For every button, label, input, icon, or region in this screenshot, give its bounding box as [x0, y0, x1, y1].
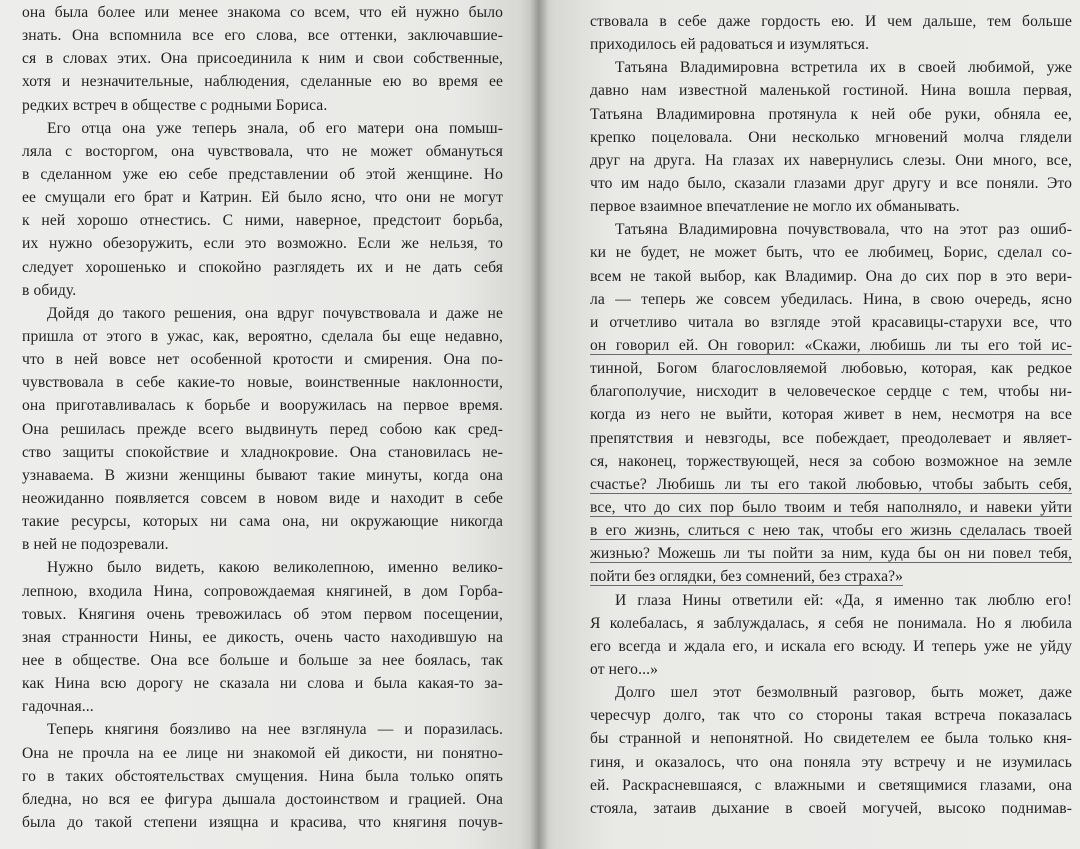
right-page — [537, 0, 1080, 849]
left-page-text-line: ляла с восторгом, она чувствовала, что не может обмануться — [22, 142, 503, 160]
right-page-text-line: когда из него не выйти, которая живет в нем, несмотря на все — [590, 406, 1072, 424]
right-page-text-line: благополучие, нисходит в человеческое сердце с тем, чтобы ни- — [590, 383, 1072, 401]
right-page-text-line: и отчетливо читала во взгляде этой красавицы-старухи все, что — [590, 313, 1072, 331]
left-page-text-line: го в таких обстоятельствах смущения. Нина была только опять — [22, 767, 503, 785]
left-page-text-line: ство защиты спокойствие и хладнокровие. Она становилась не- — [22, 443, 503, 461]
right-page-text-line: стояла, затаив дыхание в своей могучей, высоко поднимав- — [590, 799, 1072, 817]
left-page-text-line: лепною, входила Нина, сопровождаемая княгиней, в дом Горба- — [22, 582, 503, 600]
left-page-text-line: редких встреч в обществе с родными Бориса. — [22, 96, 328, 114]
right-page-text-line: приходилось ей радоваться и изумляться. — [590, 36, 870, 54]
right-page-text-line: все, что до сих пор было твоим и тебя наполняло, и навеки уйти — [590, 498, 1072, 516]
right-page-text-line: первое взаимное впечатление не могло их обманывать. — [590, 198, 960, 216]
left-page-text-line: Дойдя до такого решения, она вдруг почувствовала и даже не — [47, 304, 503, 322]
left-page-text-line: знать. Она вспомнила все его слова, все оттенки, заключавшие- — [22, 27, 503, 45]
right-page-text-line: крепко поцеловала. Они несколько мгновений молча глядели — [590, 128, 1072, 146]
right-page-text-line: тинной, Богом благословляемой любовью, которая, как редкое — [590, 360, 1072, 378]
left-page-text-line: в обиду. — [22, 281, 77, 299]
left-page-text-line: гадочная... — [22, 698, 94, 716]
left-page-text-line: Его отца она уже теперь знала, об его матери она помыш- — [47, 119, 503, 137]
left-page-text-line: была до такой степени изящна и красива, что княгиня почув- — [22, 813, 503, 831]
left-page-text-line: Теперь княгиня боязливо на нее взглянула — и поразилась. — [47, 721, 503, 739]
left-page-text-line: в сделанном уже ею себе представлении об этой женщине. Но — [22, 165, 503, 183]
right-page-text-line: ки не будет, не может быть, что ее любимец, Борис, сделал со- — [590, 244, 1072, 262]
right-page-text-line: Татьяна Владимировна протянула к ней обе руки, обняла ее, — [590, 105, 1072, 123]
right-page-text-line: Татьяна Владимировна встретила их в своей любимой, уже — [615, 59, 1072, 77]
left-page-text-line: следует хорошенько и спокойно разглядеть их и не дать себя — [22, 258, 503, 276]
right-page-text-line: Татьяна Владимировна почувствовала, что на этот раз ошиб- — [615, 221, 1072, 239]
left-page-text-line: ее смущали его брат и Катрин. Ей было ясно, что они не могут — [22, 189, 503, 207]
left-page-text-line: она приготавливалась к борьбе и вооружилась на первое время. — [22, 397, 503, 415]
right-page-text-line: его всегда и ждала его, и искала его всюду. И теперь уже не уйду — [590, 637, 1072, 655]
left-page-text-line: чувствовала в себе какие-то новые, воинственные наклонности, — [22, 374, 503, 392]
left-page-text-line: пришла от этого в ужас, как, вероятно, сделала бы еще недавно, — [22, 327, 503, 345]
right-page-text-line: ей. Раскрасневшаяся, с влажными и светящимися глазами, она — [590, 776, 1072, 794]
left-page-text-line: что в ней вовсе нет особенной кротости и смирения. Она по- — [22, 351, 503, 369]
right-page-text — [590, 0, 1072, 820]
right-page-text-line: в его жизнь, слиться с нею так, чтобы его жизнь сделалась твоей — [590, 522, 1072, 540]
left-page-text-line: неожиданно появляется совсем в новом виде и находит в себе — [22, 489, 503, 507]
right-page-text-line: ла — теперь же совсем убедилась. Нина, в свою очередь, ясно — [590, 290, 1072, 308]
right-page-text-line: счастье? Любишь ли ты его такой любовью, чтобы забыть себя, — [590, 475, 1072, 493]
left-page-text-line: как Нина всю дорогу не сказала ни слова и была какая-то за- — [22, 675, 503, 693]
left-page-text-line: их нужно обезоружить, если это возможно. Если же нельзя, то — [22, 235, 503, 253]
left-page-text-line: такие ресурсы, которых ни сама она, ни окружающие никогда — [22, 513, 503, 531]
right-page-text-line: Я колебалась, я заблуждалась, я себя не понимала. Но я любила — [590, 614, 1072, 632]
right-page-text-line: пойти без оглядки, без сомнений, без страха?» — [590, 568, 904, 586]
right-page-text-line: друг на друга. На глазах их навернулись слезы. Они много, все, — [590, 151, 1072, 169]
right-page-text-line: гиня, и оказалось, что она поняла эту встречу и не изумилась — [590, 753, 1072, 771]
right-page-text-line: что им надо было, сказали глазами друг другу и все поняли. Это — [590, 174, 1072, 192]
left-page-text-line: бледна, но вся ее фигура дышала достоинством и грацией. Она — [22, 790, 503, 808]
right-page-text-line: давно нам известной маленькой гостиной. Нина вошла первая, — [590, 82, 1072, 100]
left-page-text-line: Она не прочла на ее лице ни знакомой ей дикости, ни понятно- — [22, 744, 503, 762]
left-page — [0, 0, 537, 849]
left-page-text-line: нее в обществе. Она все больше и больше за нее боялась, так — [22, 651, 503, 669]
left-page-text-line: Она решилась прежде всего выдвинуть перед собою как сред- — [22, 420, 503, 438]
left-page-text-line: узнаваема. В жизни женщины бывают такие минуты, когда она — [22, 466, 503, 484]
right-page-text-line: жизнью? Можешь ли ты пойти за ним, куда бы он ни повел тебя, — [590, 545, 1072, 563]
right-page-text-line: ствовала в себе даже гордость ею. И чем дальше, тем больше — [590, 13, 1072, 30]
right-page-text-line: он говорил ей. Он говорил: «Скажи, любишь ли ты его той ис- — [590, 336, 1072, 354]
right-page-text-line: И глаза Нины ответили ей: «Да, я именно так люблю его! — [615, 591, 1072, 609]
left-page-text-line: к ней хорошо отнестись. С ними, наверное, предстоит борьба, — [22, 212, 503, 230]
left-page-text-line: ся в словах этих. Она присоединила к ним и свои собственные, — [22, 50, 503, 68]
left-page-text-line: в ней не подозревали. — [22, 536, 169, 554]
right-page-text-line: от него...» — [590, 660, 658, 678]
left-page-text-line: Нужно было видеть, какою великолепною, именно велико- — [47, 559, 503, 577]
left-page-text-line: зная странности Нины, ее дикость, очень часто находившую на — [22, 628, 503, 646]
right-page-text-line: всем не такой выбор, как Владимир. Она до сих пор в это вери- — [590, 267, 1072, 285]
right-page-text-line: препятствия и невзгоды, все побеждает, преодолевает и являет- — [590, 429, 1072, 447]
left-page-text-line: она была более или менее знакома со всем, что ей нужно было — [22, 4, 503, 21]
right-page-text-line: ся, наконец, торжествующей, неся за собою возможное на земле — [590, 452, 1072, 470]
right-page-text-line: чересчур долго, так что со стороны такая встреча показалась — [590, 707, 1072, 725]
left-page-text-line: товых. Княгиня очень тревожилась об этом первом посещении, — [22, 605, 503, 623]
right-page-text-line: Долго шел этот безмолвный разговор, быть может, даже — [615, 684, 1072, 702]
left-page-text — [22, 0, 503, 834]
left-page-text-line: хотя и незначительные, наблюдения, сделанные ею во время ее — [22, 73, 503, 91]
right-page-text-line: бы странной и непонятной. Но свидетелем ее была только кня- — [590, 730, 1072, 748]
